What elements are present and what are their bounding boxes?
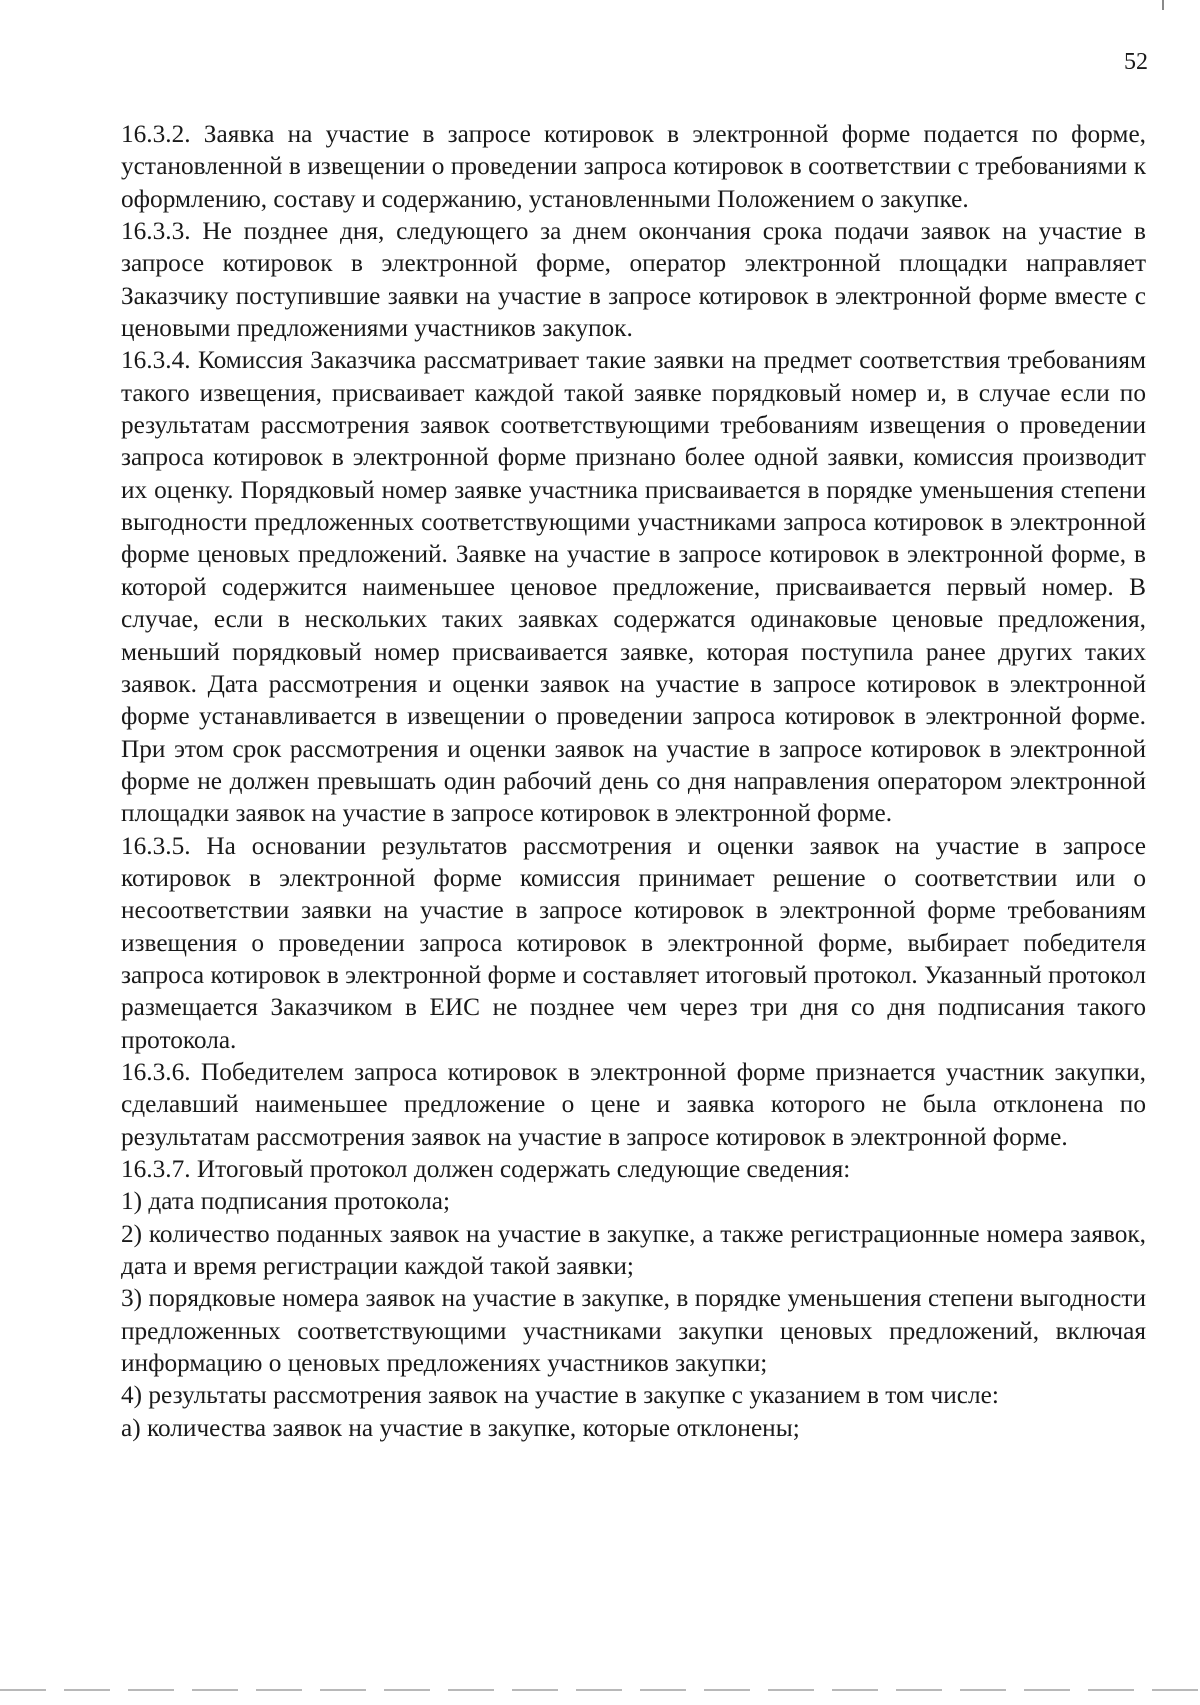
- paragraph-16-3-5: 16.3.5. На основании результатов рассмотрения и оценки заявок на участие в запросе котировок в электронной форме комиссия принимает решение о соответствии или о несоответствии заявки на участие в запросе котировок в электронной форме требованиям извещения о проведении запроса котировок в электронной форме, выбирает победителя запроса котировок в электронной форме и составляет итоговый протокол. Указанный протокол размещается Заказчиком в ЕИС не позднее чем через три дня со дня подписания такого протокола.: [121, 831, 1146, 1054]
- paragraph-16-3-4: 16.3.4. Комиссия Заказчика рассматривает такие заявки на предмет соответствия требованиям такого извещения, присваивает каждой такой заявке порядковый номер и, в случае если по результатам рассмотрения заявок соответствующими требованиям извещения о проведении запроса котировок в электронной форме признано более одной заявки, комиссия производит их оценку. Порядковый номер заявке участника присваивается в порядке уменьшения степени выгодности предложенных соответствующими участниками запроса котировок в электронной форме ценовых предложений. Заявке на участие в запросе котировок в электронной форме, в которой содержится наименьшее ценовое предложение, присваивается первый номер. В случае, если в нескольких таких заявках содержатся одинаковые ценовые предложения, меньший порядковый номер присваивается заявке, которая поступила ранее других таких заявок. Дата рассмотрения и оценки заявок на участие в запросе котировок в электронной форме устанавливается в извещении о проведении запроса котировок в электронной форме. При этом срок рассмотрения и оценки заявок на участие в запросе котировок в электронной форме не должен превышать один рабочий день со дня направления оператором электронной площадки заявок на участие в запросе котировок в электронной форме.: [121, 346, 1146, 828]
- list-item-3: 3) порядковые номера заявок на участие в закупке, в порядке уменьшения степени выгодности предложенных соответствующими участниками закупки ценовых предложений, включая информацию о ценовых предложениях участников закупки;: [121, 1284, 1146, 1378]
- scan-edge-mark: [1162, 0, 1164, 10]
- scan-bottom-rule: [0, 1689, 1200, 1691]
- paragraph-16-3-2: 16.3.2. Заявка на участие в запросе котировок в электронной форме подается по форме, установленной в извещении о проведении запроса котировок в соответствии с требованиями к оформлению, составу и содержанию, установленными Положением о закупке.: [121, 120, 1146, 213]
- list-item-4: 4) результаты рассмотрения заявок на участие в закупке с указанием в том числе:: [121, 1381, 999, 1410]
- paragraph-16-3-6: 16.3.6. Победителем запроса котировок в электронной форме признается участник закупки, сделавший наименьшее предложение о цене и заявка которого не была отклонена по результатам рассмотрения заявок на участие в запросе котировок в электронной форме.: [121, 1057, 1146, 1151]
- paragraph-16-3-3: 16.3.3. Не позднее дня, следующего за днем окончания срока подачи заявок на участие в запросе котировок в электронной форме, оператор электронной площадки направляет Заказчику поступившие заявки на участие в запросе котировок в электронной форме вместе с ценовыми предложениями участников закупок.: [121, 217, 1146, 343]
- list-item-2: 2) количество поданных заявок на участие в закупке, а также регистрационные номера заявок, дата и время регистрации каждой такой заявки;: [121, 1219, 1146, 1281]
- list-item-a: а) количества заявок на участие в закупке, которые отклонены;: [121, 1413, 800, 1442]
- document-body: [121, 118, 1146, 1444]
- paragraph-16-3-7: 16.3.7. Итоговый протокол должен содержать следующие сведения:: [121, 1155, 851, 1183]
- page-number: 52: [1124, 49, 1148, 75]
- list-item-1: 1) дата подписания протокола;: [121, 1187, 451, 1216]
